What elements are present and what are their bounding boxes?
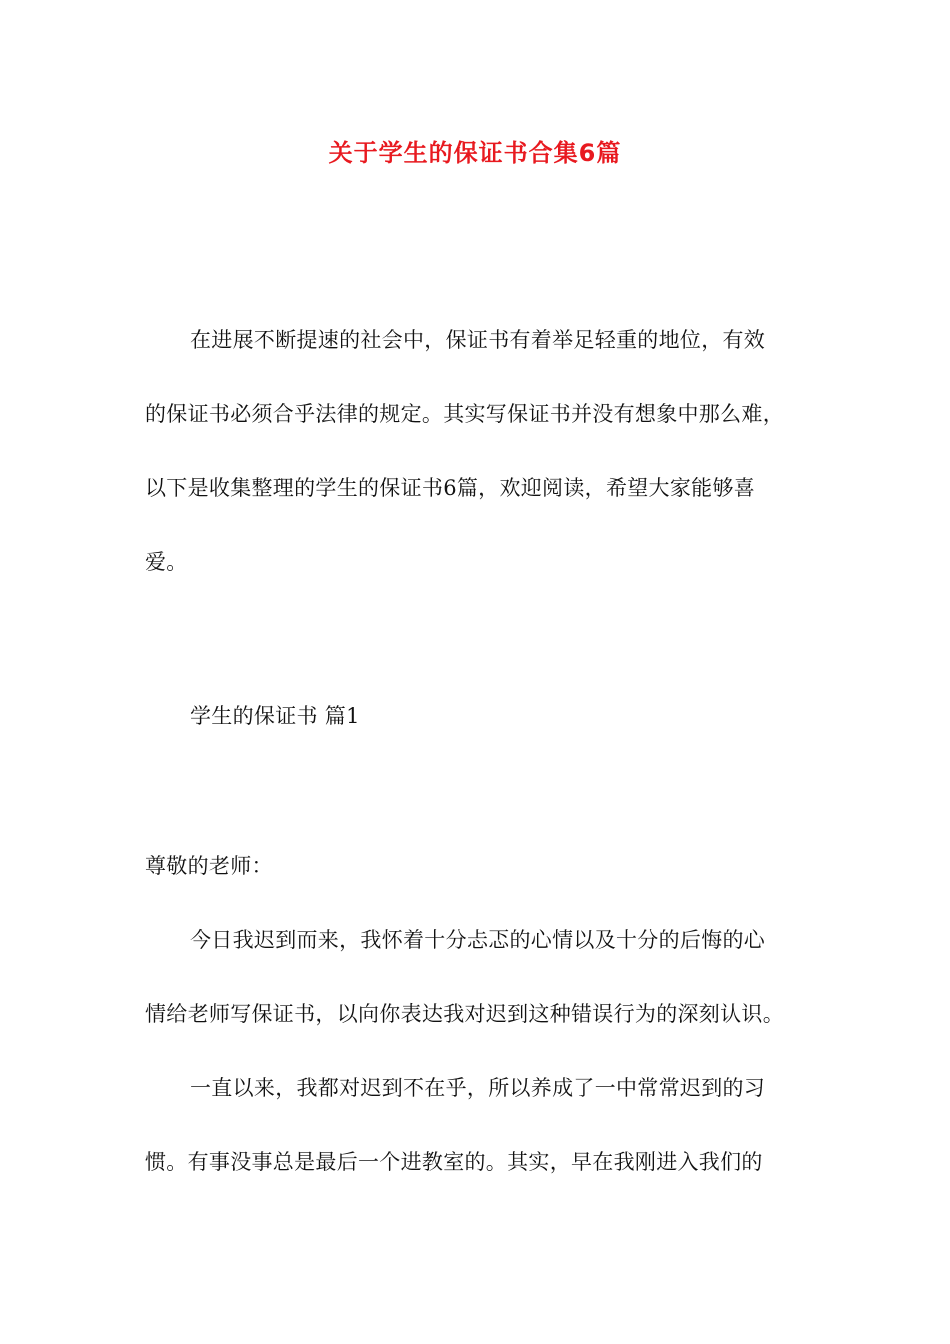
intro-line-4: 爱。 [145, 550, 188, 574]
intro-line-1: 在进展不断提速的社会中，保证书有着举足轻重的地位，有效 [190, 328, 766, 352]
intro-line-3: 以下是收集整理的学生的保证书6篇，欢迎阅读，希望大家能够喜 [145, 476, 756, 500]
body-line-4: 惯。有事没事总是最后一个进教室的。其实，早在我刚进入我们的 [145, 1150, 763, 1174]
salutation: 尊敬的老师： [145, 854, 273, 878]
body-line-2: 情给老师写保证书，以向你表达我对迟到这种错误行为的深刻认识。 [145, 1002, 784, 1026]
body-line-1: 今日我迟到而来，我怀着十分忐忑的心情以及十分的后悔的心 [190, 928, 766, 952]
document-title: 关于学生的保证书合集6篇 [328, 139, 622, 167]
body-line-3: 一直以来，我都对迟到不在乎，所以养成了一中常常迟到的习 [190, 1076, 766, 1100]
intro-line-2: 的保证书必须合乎法律的规定。其实写保证书并没有想象中那么难， [145, 402, 784, 426]
section-heading: 学生的保证书 篇1 [190, 704, 360, 728]
